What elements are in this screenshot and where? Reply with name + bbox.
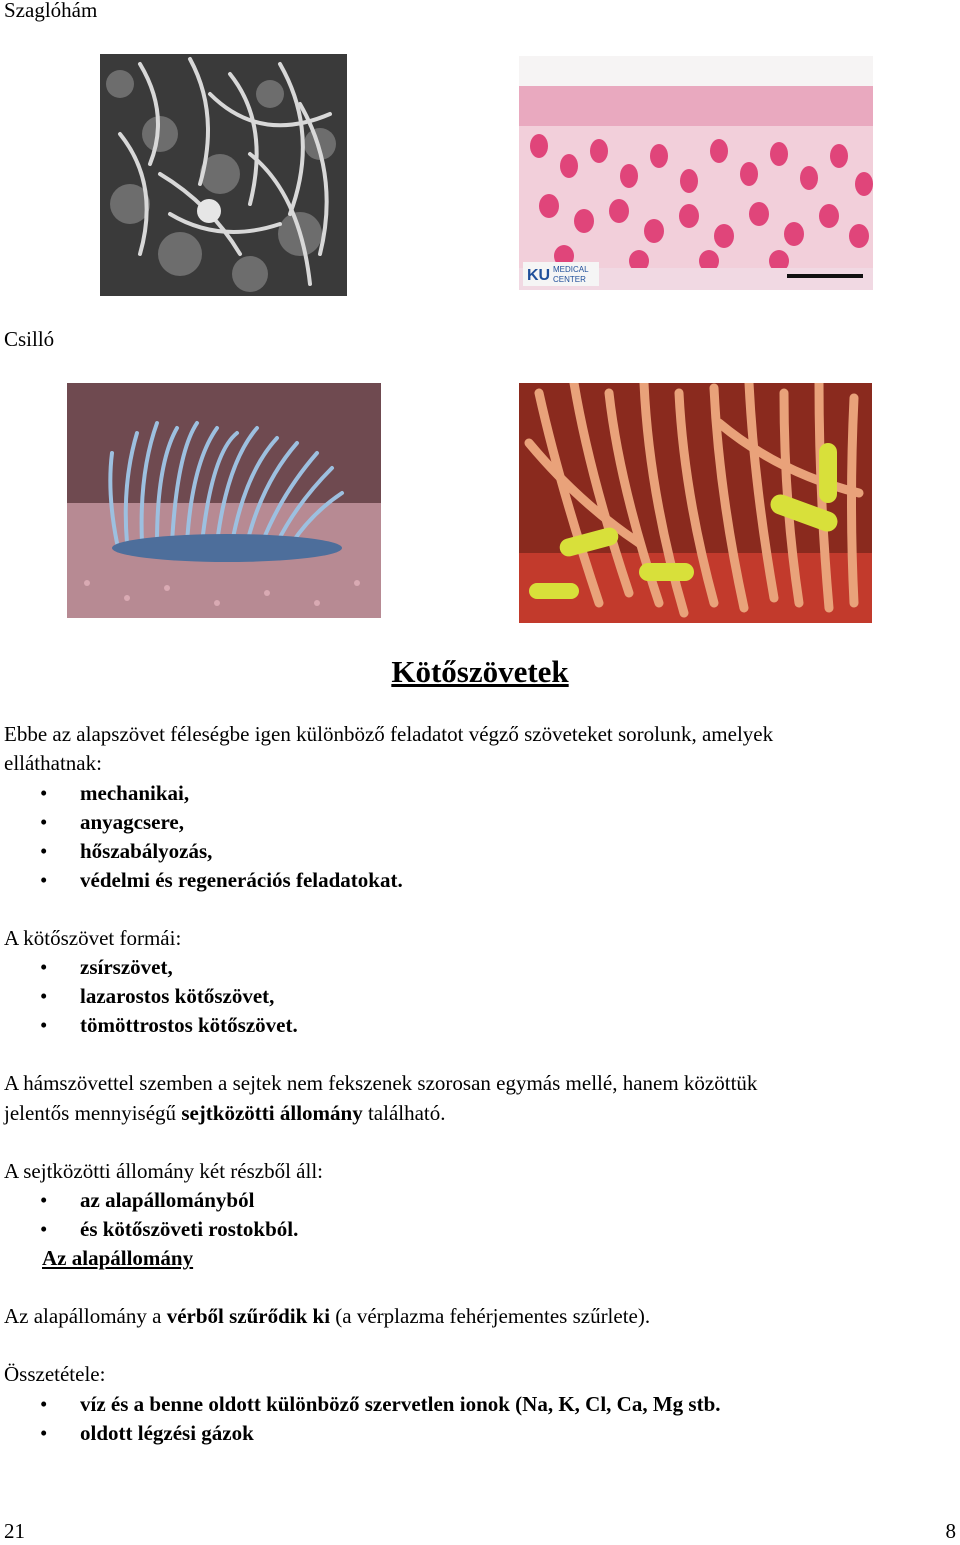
subheading-alapallomany: Az alapállomány [42,1246,194,1270]
section-heading: Kötőszövetek [391,654,569,689]
logo-medical: MEDICAL [553,265,589,274]
ground-paragraph: Az alapállomány a vérből szűrődik ki (a vérplazma fehérjementes szűrlete). [4,1304,651,1328]
matrix-line-1: A hámszövettel szemben a sejtek nem fekszenek szorosan egymás mellé, hanem közöttük [4,1071,758,1095]
forms-title: A kötőszövet formái: [4,926,182,950]
composition-title: A sejtközötti állomány két részből áll: [4,1159,324,1183]
contents-title: Összetétele: [4,1362,106,1386]
footer-page-left: 21 [4,1519,25,1543]
ku-logo-text: KU [527,267,551,284]
sem-olfactory-image [100,54,347,296]
intro-line-1: Ebbe az alapszövet féleségbe igen különböző feladatot végző szöveteket sorolunk, amelyek [4,722,774,746]
logo-center: CENTER [553,275,586,284]
matrix-line-2: jelentős mennyiségű sejtközötti állomány található. [4,1101,446,1125]
footer-page-right: 8 [945,1519,956,1543]
orange-cilia-bacteria-image [519,383,872,623]
label-szaglohám: Szaglóhám [4,0,98,22]
intro-line-2: elláthatnak: [4,751,102,775]
blue-cilia-image [67,383,381,618]
label-csillo: Csilló [4,327,55,351]
histology-image [519,56,873,290]
